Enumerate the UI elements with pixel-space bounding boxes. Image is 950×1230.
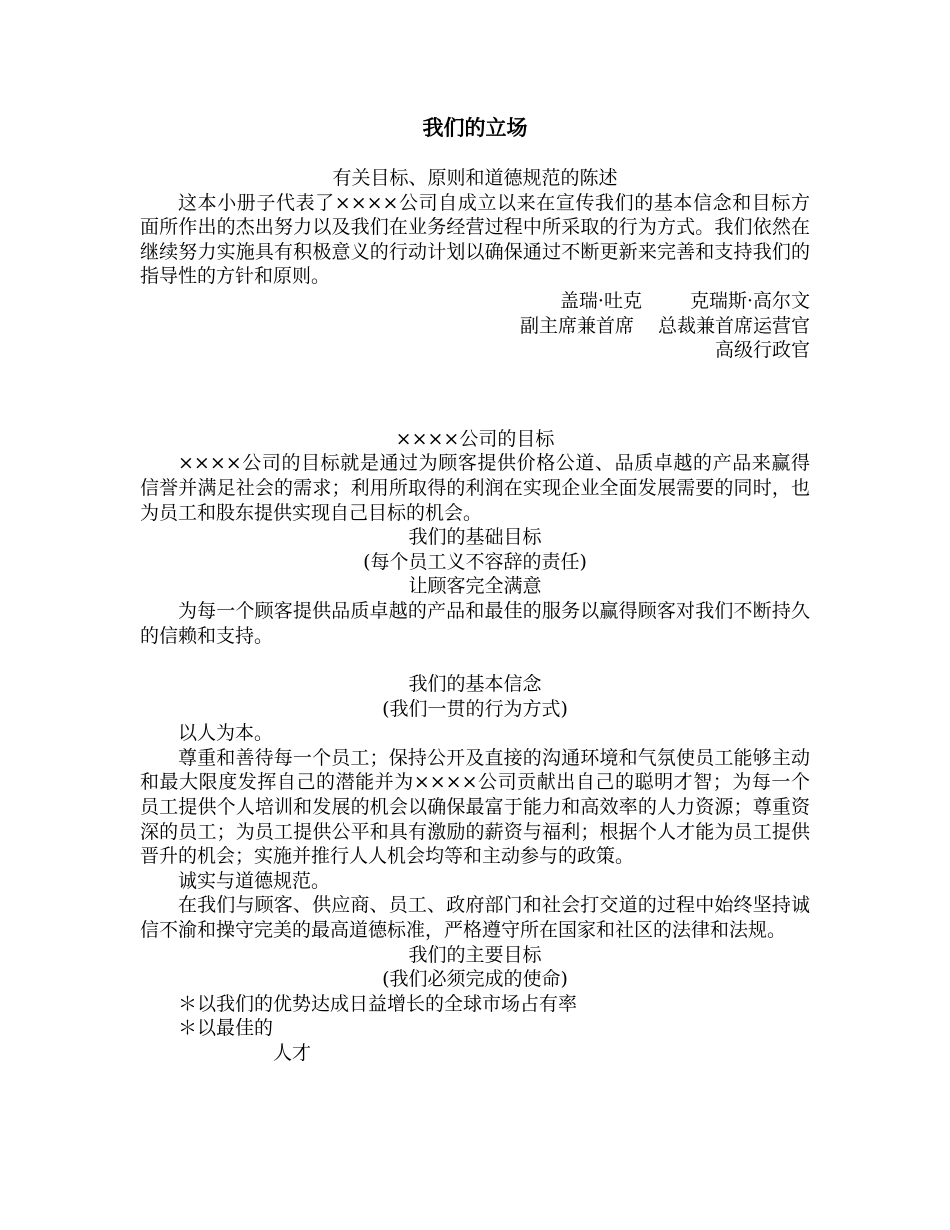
- beliefs-heading: 我们的基本信念: [408, 673, 542, 696]
- main-goal-bullet-2-cont: 人才: [273, 1042, 312, 1064]
- basic-goal-heading: 我们的基础目标: [408, 526, 542, 549]
- signature-titles: [140, 314, 810, 339]
- main-goal-bullet-1: ＊以我们的优势达成日益增长的全球市场占有率: [178, 992, 578, 1015]
- main-goal-bullet-2: ＊以最佳的: [178, 1017, 274, 1040]
- document-body: [140, 166, 810, 1066]
- company-goal-heading: ××××公司的目标: [395, 427, 555, 450]
- basic-goal-subheading: (每个员工义不容辞的责任): [363, 550, 587, 573]
- belief-1-text: 尊重和善待每一个员工；保持公开及直接的沟通环境和气氛使员工能够主动和最大限度发挥自己的潜能并为××××公司贡献出自己的聪明才智；为每一个员工提供个人培训和发展的机会以确保最富于能力和高效率的人力资源；尊重资深的员工；为员工提供公平和具有激励的薪资与福利；根据个人才能为员工提供晋升的机会；实施并推行人人机会均等和主动参与的政策。: [140, 746, 810, 868]
- belief-2-text: 在我们与顾客、供应商、员工、政府部门和社会打交道的过程中始终坚持诚信不渝和操守完美的最高道德标准，严格遵守所在国家和社区的法律和法规。: [140, 894, 810, 942]
- belief-2-title: 诚实与道德规范。: [178, 869, 331, 892]
- signature-name-1: 盖瑞·吐克: [559, 289, 642, 312]
- company-goal-paragraph: ××××公司的目标就是通过为顾客提供价格公道、品质卓越的产品来赢得信誉并满足社会的需求；利用所取得的利润在实现企业全面发展需要的同时，也为员工和股东提供实现自己目标的机会。: [140, 452, 810, 524]
- signature-title-2: 总裁兼首席运营官: [657, 314, 810, 337]
- signature-name-2: 克瑞斯·高尔文: [689, 289, 810, 312]
- basic-goal-paragraph: 为每一个顾客提供品质卓越的产品和最佳的服务以赢得顾客对我们不断持久的信赖和支持。: [140, 599, 810, 647]
- basic-goal-item-heading: 让顾客完全满意: [408, 575, 542, 598]
- signature-names: [140, 289, 810, 314]
- main-goals-subheading: (我们必须完成的使命): [382, 968, 568, 991]
- signature-title-3: 高级行政官: [714, 339, 810, 362]
- intro-paragraph: 这本小册子代表了××××公司自成立以来在宣传我们的基本信念和目标方面所作出的杰出努力以及我们在业务经营过程中所采取的行为方式。我们依然在继续努力实施具有积极意义的行动计划以确保通过不断更新来完善和支持我们的指导性的方针和原则。: [140, 191, 810, 288]
- beliefs-subheading: (我们一贯的行为方式): [382, 697, 568, 720]
- signature-title-1: 副主席兼首席: [519, 314, 634, 337]
- intro-heading: 有关目标、原则和道德规范的陈述: [332, 167, 618, 189]
- belief-1-title: 以人为本。: [178, 722, 274, 745]
- document-title: 我们的立场: [422, 115, 528, 140]
- main-goals-heading: 我们的主要目标: [408, 943, 542, 966]
